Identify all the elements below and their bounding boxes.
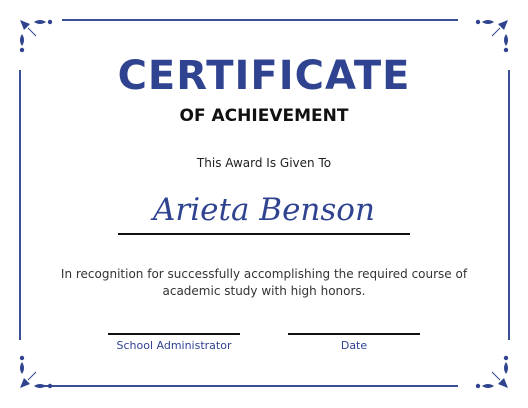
signature-label-right: Date bbox=[340, 339, 368, 352]
certificate-subtitle: OF ACHIEVEMENT bbox=[179, 106, 349, 126]
award-given-label: This Award Is Given To bbox=[196, 156, 332, 170]
floral-corner-icon bbox=[472, 16, 512, 56]
signature-line-right bbox=[288, 333, 420, 335]
recognition-text: In recognition for successfully accomplishing the required course of academic study with high honors. bbox=[60, 267, 468, 298]
certificate-title: CERTIFICATE bbox=[117, 53, 411, 99]
frame-top-border bbox=[62, 19, 458, 21]
floral-corner-icon bbox=[16, 16, 56, 56]
recipient-name-underline bbox=[118, 233, 410, 235]
floral-corner-icon bbox=[472, 352, 512, 392]
frame-bottom-border bbox=[44, 385, 458, 387]
recipient-name: Arieta Benson bbox=[153, 192, 375, 228]
floral-corner-icon bbox=[16, 352, 56, 392]
signature-label-left: School Administrator bbox=[116, 339, 232, 352]
signature-line-left bbox=[108, 333, 240, 335]
